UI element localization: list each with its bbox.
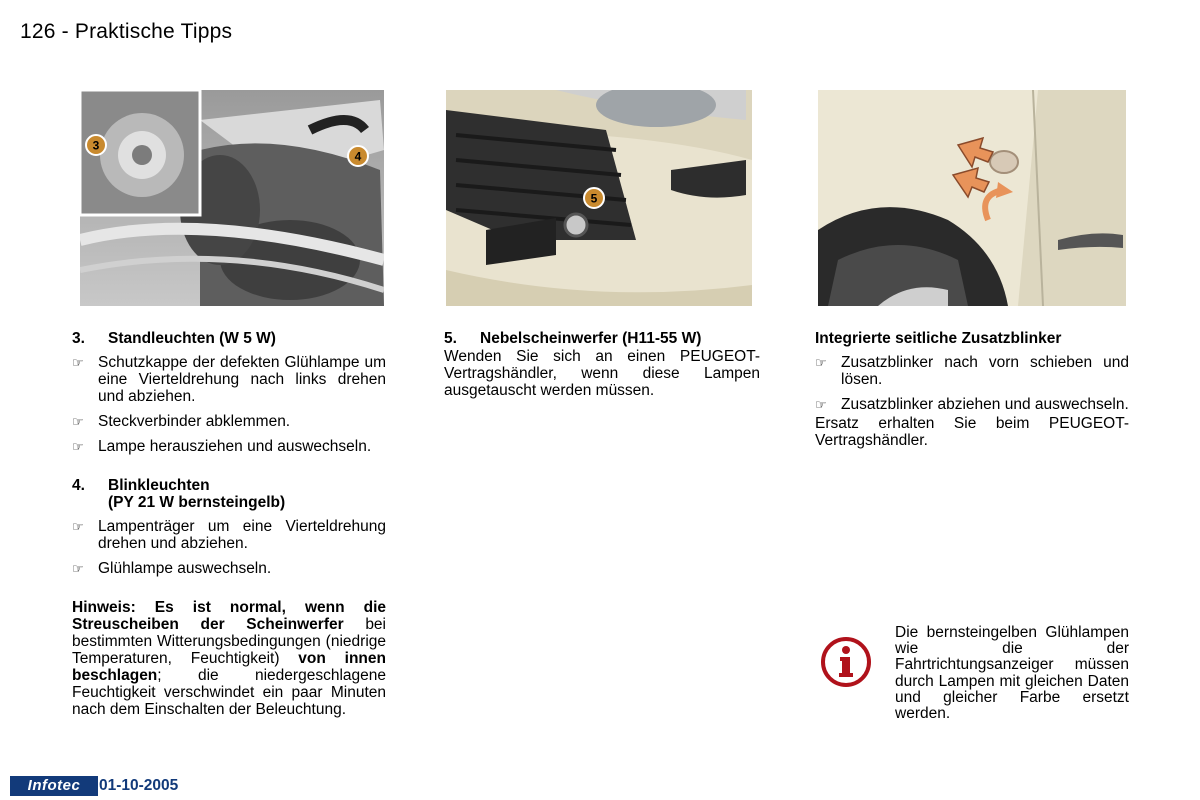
section-5-heading	[444, 330, 760, 347]
callout-3	[86, 135, 106, 155]
section-subtitle: (PY 21 W bernsteingelb)	[108, 494, 286, 511]
note-text: bei bestimmten Witterungsbedingungen (niedrige Temperaturen, Feuchtigkeit)	[72, 616, 387, 667]
zusatzblinker-heading	[815, 330, 1129, 347]
column-middle	[444, 330, 760, 399]
figure-standleuchten-blinkleuchten	[80, 90, 384, 306]
pointing-hand-icon: ☞	[815, 397, 827, 412]
list-item-text: Schutzkappe der defekten Glühlampe um eine Vierteldrehung nach links drehen und abziehen.	[98, 354, 386, 405]
svg-text:3: 3	[92, 138, 100, 153]
section-number: 3.	[72, 330, 85, 347]
figure-zusatzblinker	[818, 90, 1126, 306]
section-title: Nebelscheinwerfer (H11-55 W)	[480, 330, 702, 347]
list-item-text: Lampenträger um eine Vierteldrehung drehen und abziehen.	[98, 518, 386, 552]
pointing-hand-icon: ☞	[72, 414, 84, 429]
page-title: 126 - Praktische Tipps	[20, 20, 233, 43]
note-text: ; die niedergeschlagene Feuchtigkeit verschwindet ein paar Minuten nach dem Einschalten der Beleuchtung.	[72, 667, 386, 718]
list-item	[72, 438, 386, 455]
note-paragraph	[72, 599, 386, 718]
section-text: Wenden Sie sich an einen PEUGEOT-Vertragshändler, wenn diese Lampen ausgetauscht werden müssen.	[444, 348, 760, 399]
svg-text:5: 5	[590, 191, 598, 206]
side-repeater-illustration	[818, 90, 1126, 306]
note-bold-intro: Hinweis: Es ist normal, wenn die Streuscheiben der Scheinwerfer	[72, 599, 386, 633]
section-number: 5.	[444, 330, 457, 347]
list-item	[815, 354, 1129, 388]
list-item-text: Steckverbinder abklemmen.	[98, 413, 291, 430]
list-item	[72, 560, 386, 577]
info-note	[815, 625, 1129, 725]
pointing-hand-icon: ☞	[72, 355, 84, 370]
figure-nebelscheinwerfer	[446, 90, 752, 306]
list-item-text: Glühlampe auswechseln.	[98, 560, 272, 577]
list-item-text: Zusatzblinker nach vorn schieben und lösen.	[841, 354, 1129, 388]
bumper-illustration	[446, 90, 752, 306]
pointing-hand-icon: ☞	[72, 519, 84, 534]
list-item	[72, 413, 386, 430]
section-4-heading	[72, 477, 386, 511]
note-bold-emphasis: von innen beschlagen	[72, 650, 386, 684]
info-text: Die bernsteingelben Glühlampen wie die der Fahrtrichtungsanzeiger müssen durch Lampen mit gleichen Daten und gleicher Farbe ersetzt werden.	[895, 624, 1129, 723]
list-item-text: Zusatzblinker abziehen und auswechseln.	[841, 396, 1129, 413]
info-icon	[819, 635, 873, 689]
section-title: Standleuchten (W 5 W)	[108, 330, 276, 347]
footer-date: 01-10-2005	[99, 777, 179, 794]
list-item	[72, 518, 386, 552]
section-title: Integrierte seitliche Zusatzblinker	[815, 330, 1062, 347]
list-item-text: Lampe herausziehen und auswechseln.	[98, 438, 372, 455]
infotec-logo: Infotec	[10, 776, 98, 796]
section-3-heading	[72, 330, 386, 347]
engine-bay-illustration	[80, 90, 384, 306]
callout-4	[348, 146, 368, 166]
pointing-hand-icon: ☞	[72, 439, 84, 454]
svg-text:4: 4	[354, 149, 362, 164]
pointing-hand-icon: ☞	[815, 355, 827, 370]
column-right	[815, 330, 1129, 449]
section-text: Ersatz erhalten Sie beim PEUGEOT-Vertragshändler.	[815, 415, 1129, 449]
list-item	[815, 396, 1129, 413]
column-left	[72, 330, 386, 718]
section-title: Blinkleuchten	[108, 477, 210, 494]
section-number: 4.	[72, 477, 85, 494]
pointing-hand-icon: ☞	[72, 561, 84, 576]
list-item	[72, 354, 386, 405]
callout-5	[584, 188, 604, 208]
